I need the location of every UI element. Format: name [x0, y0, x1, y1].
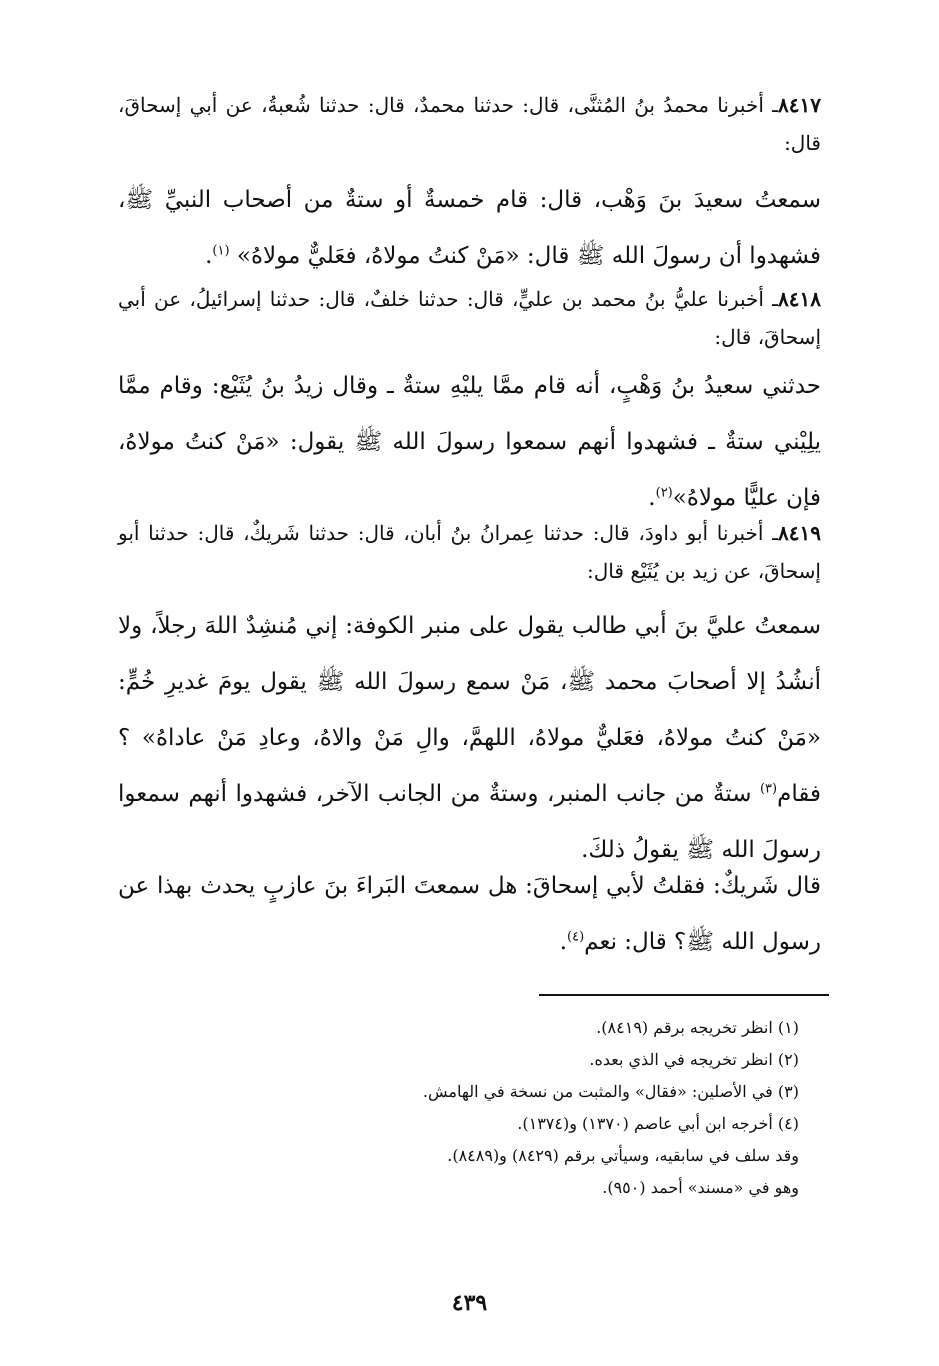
footnote-ref: (٢): [655, 485, 673, 501]
page-number: ٤٣٩: [451, 1290, 488, 1316]
hadith-8417-text: سمعتُ سعيدَ بنَ وَهْب، قال: قام خمسةٌ أو ستةٌ من أصحاب النبيِّ ﷺ، فشهدوا أن رسولَ الله ﷺ قال: «مَنْ كنتُ مولاهُ، فعَليٌّ مولاهُ» $^{(١)}$.: [118, 187, 821, 269]
footnotes-list: [118, 1012, 799, 1204]
isnad-text: ـ أخبرنا محمدُ بنُ المُثنَّى، قال: حدثنا محمدٌ، قال: حدثنا شُعبةُ، عن أبي إسحاقَ، قال:: [118, 93, 821, 155]
hadith-text-part-1: سمعتُ عليَّ بنَ أبي طالب يقول على منبر الكوفة: إني مُنشِدٌ اللهَ رجلاً، ولا أنشُدُ إلا أصحابَ محمد ﷺ، مَنْ سمع رسولَ الله ﷺ يقول يومَ غديرِ خُمٍّ: «مَنْ كنتُ مولاهُ، فعَليٌّ مولاهُ، اللهمَّ، والِ مَنْ والاهُ، وعادِ مَنْ عاداهُ» ؟ فقام: [118, 613, 821, 807]
footnote-1: (١) انظر تخريجه برقم (٨٤١٩).: [596, 1018, 799, 1037]
sharik-remark: قال شَريكٌ: فقلتُ لأبي إسحاقَ: هل سمعتَ البَراءَ بنَ عازبٍ يحدث بهذا عن رسول الله ﷺ؟ قال: نعم$^{(٤)}$.: [118, 873, 821, 955]
sharik-text: قال شَريكٌ: فقلتُ لأبي إسحاقَ: هل سمعتَ البَراءَ بنَ عازبٍ يحدث بهذا عن رسول الله ﷺ؟ قال: نعم: [118, 873, 821, 955]
footnote-4-continued: وقد سلف في سابقيه، وسيأتي برقم (٨٤٢٩) و(٨٤٨٩).: [447, 1146, 799, 1165]
hadith-text-part-2: ستةٌ من جانب المنبر، وستةٌ من الجانب الآخر، فشهدوا أنهم سمعوا رسولَ الله ﷺ يقولُ ذلكَ.: [118, 781, 821, 863]
hadith-8417-isnad: [118, 86, 821, 162]
hadith-number: ٨٤١٩: [778, 521, 821, 545]
hadith-number: ٨٤١٨: [778, 287, 821, 311]
footnote-4-continued-2: وهو في «مسند» أحمد (٩٥٠).: [602, 1178, 799, 1197]
footnote-3: (٣) في الأصلين: «فقال» والمثبت من نسخة في الهامش.: [422, 1082, 799, 1101]
hadith-number: ٨٤١٧: [778, 93, 821, 117]
footnote-divider: [539, 994, 829, 996]
footnote-ref: (١): [212, 243, 230, 259]
footnote-4: (٤) أخرجه ابن أبي عاصم (١٣٧٠) و(١٣٧٤).: [517, 1114, 799, 1133]
isnad-text: ـ أخبرنا أبو داودَ، قال: حدثنا عِمرانُ بنُ أبان، قال: حدثنا شَريكٌ، قال: حدثنا أبو إسحاقَ، عن زيد بن يُثَيْع قال:: [118, 521, 821, 583]
footnote-ref: (٤): [567, 929, 585, 945]
hadith-8419-text: [118, 598, 821, 878]
hadith-text: حدثني سعيدُ بنُ وَهْبٍ، أنه قام ممَّا يليْهِ ستةٌ ـ وقال زيدُ بنُ يُثَيْع: وقام ممَّا يلِيْني ستةٌ ـ فشهدوا أنهم سمعوا رسولَ الله ﷺ يقول: «مَنْ كنتُ مولاهُ، فإن عليًّا مولاهُ»: [118, 373, 821, 511]
footnote-ref: (٣): [759, 781, 778, 797]
hadith-8419-isnad: [118, 514, 821, 590]
hadith-8418-isnad: [118, 280, 821, 356]
footnote-2: (٢) انظر تخريجه في الذي بعده.: [589, 1050, 799, 1069]
hadith-text: سمعتُ سعيدَ بنَ وَهْب، قال: قام خمسةٌ أو ستةٌ من أصحاب النبيِّ ﷺ، فشهدوا أن رسولَ الله ﷺ قال: «مَنْ كنتُ مولاهُ، فعَليٌّ مولاهُ»: [118, 187, 821, 269]
isnad-text: ـ أخبرنا عليُّ بنُ محمد بن عليٍّ، قال: حدثنا خلفٌ، قال: حدثنا إسرائيلُ، عن أبي إسحاقَ، قال:: [118, 287, 821, 349]
hadith-8418-text: حدثني سعيدُ بنُ وَهْبٍ، أنه قام ممَّا يليْهِ ستةٌ ـ وقال زيدُ بنُ يُثَيْع: وقام ممَّا يلِيْني ستةٌ ـ فشهدوا أنهم سمعوا رسولَ الله ﷺ يقول: «مَنْ كنتُ مولاهُ، فإن عليًّا مولاهُ»$^{(٢)}$.: [118, 373, 821, 511]
